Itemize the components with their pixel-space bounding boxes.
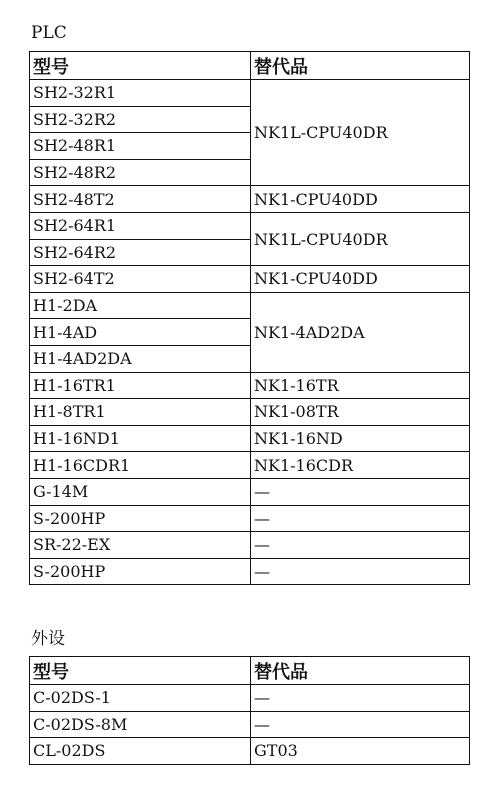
cell-model: H1-2DA — [30, 292, 251, 319]
cell-model: SH2-48R2 — [30, 159, 251, 186]
plc-replacement-table — [29, 51, 470, 585]
cell-replacement: — — [251, 532, 470, 559]
table-row — [30, 372, 470, 399]
cell-model: S-200HP — [30, 558, 251, 585]
table-row — [30, 425, 470, 452]
cell-model: SH2-64R1 — [30, 212, 251, 239]
cell-replacement: NK1L-CPU40DR — [251, 212, 470, 265]
table-row — [30, 711, 470, 738]
cell-model: SH2-32R1 — [30, 80, 251, 107]
cell-replacement: — — [251, 685, 470, 712]
table-row — [30, 505, 470, 532]
cell-model: SH2-64R2 — [30, 239, 251, 266]
table-row — [30, 738, 470, 765]
header-model: 型号 — [30, 657, 251, 685]
cell-model: C-02DS-8M — [30, 711, 251, 738]
cell-replacement: NK1L-CPU40DR — [251, 80, 470, 186]
cell-replacement: NK1-CPU40DD — [251, 186, 470, 213]
header-replacement: 替代品 — [251, 657, 470, 685]
cell-model: S-200HP — [30, 505, 251, 532]
cell-model: H1-4AD2DA — [30, 345, 251, 372]
cell-replacement: — — [251, 558, 470, 585]
cell-replacement: — — [251, 505, 470, 532]
cell-model: G-14M — [30, 478, 251, 505]
cell-model: H1-4AD — [30, 319, 251, 346]
cell-replacement: — — [251, 478, 470, 505]
cell-replacement: — — [251, 711, 470, 738]
table-row — [30, 292, 470, 319]
table-row — [30, 558, 470, 585]
cell-model: SH2-64T2 — [30, 266, 251, 293]
cell-replacement: NK1-4AD2DA — [251, 292, 470, 372]
cell-model: H1-16CDR1 — [30, 452, 251, 479]
cell-replacement: NK1-16TR — [251, 372, 470, 399]
cell-replacement: NK1-CPU40DD — [251, 266, 470, 293]
cell-model: H1-16TR1 — [30, 372, 251, 399]
table-row — [30, 186, 470, 213]
cell-replacement: NK1-16CDR — [251, 452, 470, 479]
cell-replacement: NK1-16ND — [251, 425, 470, 452]
cell-replacement: NK1-08TR — [251, 399, 470, 426]
peripheral-replacement-table — [29, 656, 470, 765]
cell-model: H1-8TR1 — [30, 399, 251, 426]
table-row — [30, 266, 470, 293]
header-model: 型号 — [30, 52, 251, 80]
table-row — [30, 399, 470, 426]
header-replacement: 替代品 — [251, 52, 470, 80]
table-row — [30, 532, 470, 559]
table-row — [30, 452, 470, 479]
section-title-peripherals: 外设 — [31, 629, 65, 649]
table-row — [30, 478, 470, 505]
table-row — [30, 685, 470, 712]
cell-model: SH2-32R2 — [30, 106, 251, 133]
cell-model: SH2-48R1 — [30, 133, 251, 160]
table-header-row — [30, 52, 470, 80]
table-row — [30, 212, 470, 239]
cell-model: CL-02DS — [30, 738, 251, 765]
cell-model: H1-16ND1 — [30, 425, 251, 452]
cell-model: C-02DS-1 — [30, 685, 251, 712]
cell-model: SR-22-EX — [30, 532, 251, 559]
cell-model: SH2-48T2 — [30, 186, 251, 213]
section-title-plc: PLC — [31, 23, 67, 43]
table-header-row — [30, 657, 470, 685]
cell-replacement: GT03 — [251, 738, 470, 765]
table-row — [30, 80, 470, 107]
